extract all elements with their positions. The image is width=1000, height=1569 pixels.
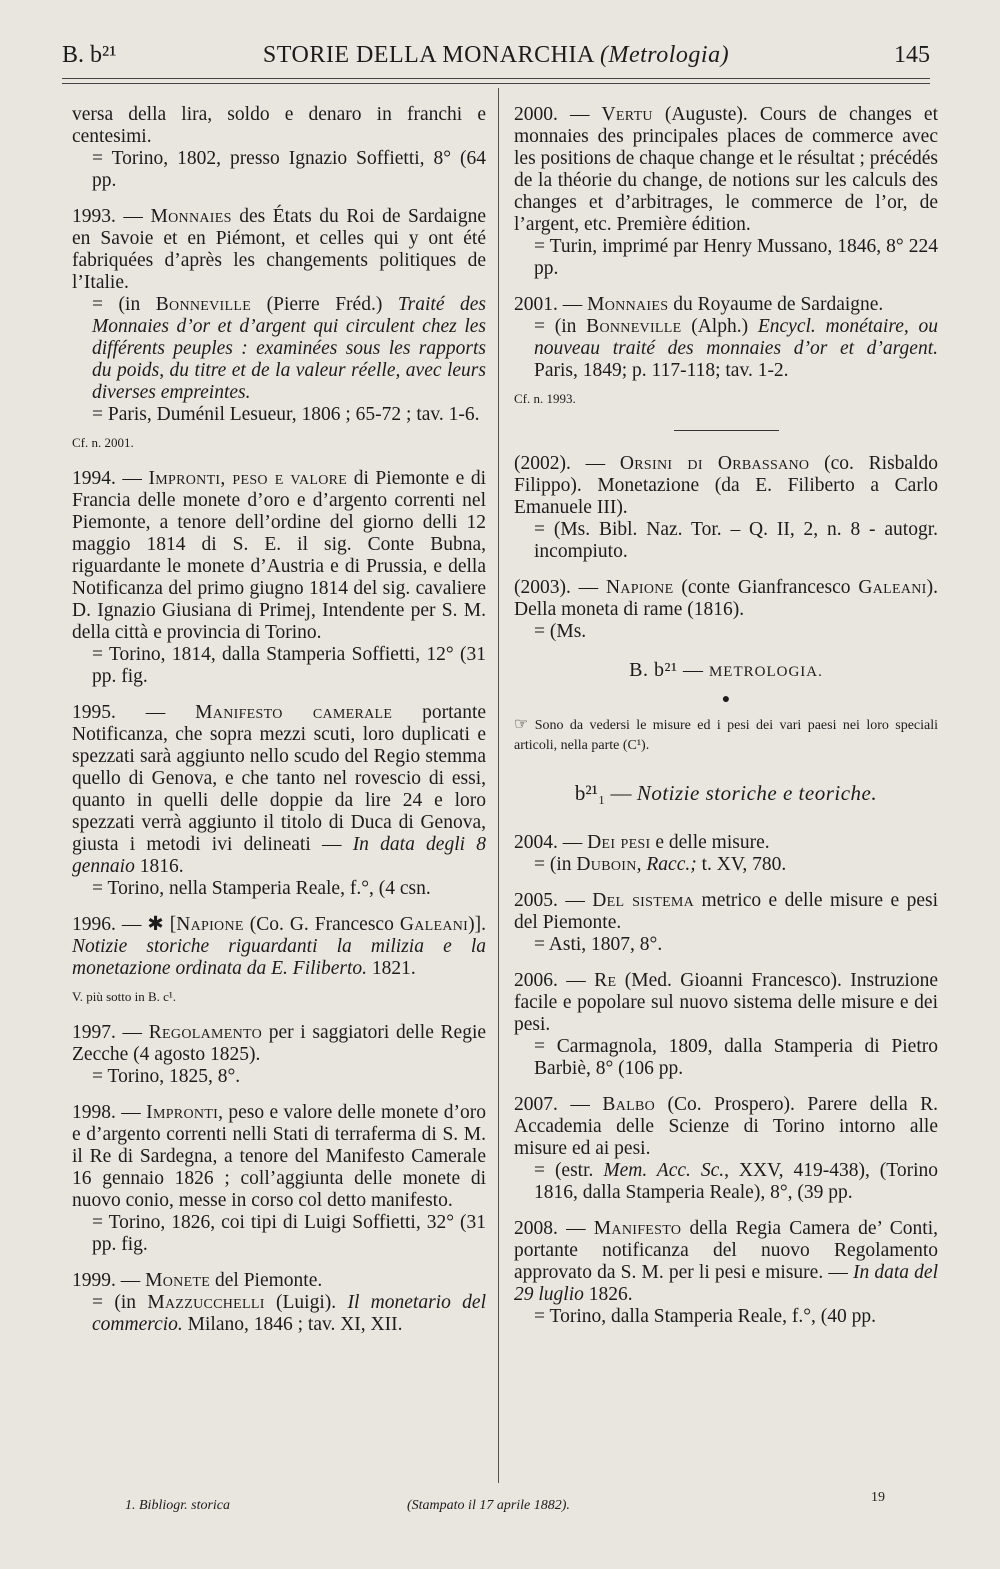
bibliography-entry [514,104,938,280]
entry-text: , peso e valore delle monete d’oro e d’argento correnti nelli Stati di terraferma di S. M. il Re di Sardegna, a tenore del Manifesto Camerale 16 gennaio 1826 ; coll’aggiunta delle monete di nuovo conio, messe in corso col detto manifesto. [72,1102,486,1211]
source-text: (Luigi). [264,1292,348,1313]
page-title-main: STORIE DELLA MONARCHIA [262,42,594,68]
entry-text: 1996. — ✱ [ [72,914,177,935]
entry-italic: Notizie storiche riguardanti la milizia e la monetazione ordinata da E. Filiberto. [72,936,486,979]
entry-text: 2006. — [514,970,595,991]
page-title [62,42,930,69]
entry-body [514,970,938,1036]
entry-body [72,702,486,878]
entry-text: (2002). — [514,453,620,474]
entry-smallcaps: Manifesto camerale [195,702,393,723]
bibliography-entry [72,1022,486,1088]
entry-smallcaps: Del sistema [592,890,695,911]
entry-text: per i saggiatori delle Regie Zecche (4 agosto 1825). [72,1022,487,1065]
entry-imprint: = (Ms. Bibl. Naz. Tor. – Q. II, 2, n. 8 - autogr. incompiuto. [534,519,938,562]
entry-imprint: = Turin, imprimé par Henry Mussano, 1846, 8° 224 pp. [534,236,938,279]
entry-text: 2004. — [514,832,588,853]
entry-body [514,1094,938,1160]
bibliography-entry [514,453,938,563]
entry-smallcaps: Vertu [601,104,653,125]
entry-smallcaps: Napione [176,914,244,935]
entry-text: (Co. G. Francesco [243,914,400,935]
subsection-heading [514,782,938,804]
entry-body [72,104,486,148]
entry-body [72,914,486,980]
entry-imprint: = Carmagnola, 1809, dalla Stamperia di Pietro Barbiè, 8° (106 pp. [534,1036,938,1079]
entry-text: 1821. [367,958,416,979]
entry-smallcaps: Dei pesi [587,832,651,853]
entry-cross-reference: Cf. n. 2001. [72,435,134,450]
entry-imprint: = Torino, nella Stamperia Reale, f.°, (4 csn. [92,878,431,899]
source-italic: Racc.; [646,854,697,875]
entry-imprint: = Torino, 1814, dalla Stamperia Soffietti, 12° (31 pp. fig. [92,644,486,687]
entry-text: 1993. — [72,206,151,227]
entry-imprint: = Torino, 1802, presso Ignazio Soffietti, 8° (64 pp. [92,148,486,191]
entries-right-b [514,453,938,643]
entry-text: portante Notificanza, che sopra mezzi scuti, loro duplicati e spezzati sarà aggiunto nello scudo del Regio stemma quello di Genova, e che tanto nel rovescio di essi, quanto in quelli delle doppie da lire 24 e loro spezzati verrà aggiunto il titolo di Duca di Genova, giusta i metodi ivi delineati — [72,702,487,855]
bibliography-entry [514,970,938,1080]
entry-text: 1995. — [72,702,196,723]
cross-reference-text: Sono da vedersi le misure ed i pesi dei vari paesi nei loro speciali articoli, nella parte (C¹). [514,718,939,753]
entry-smallcaps: Orsini di Orbassano [619,453,810,474]
bibliography-entry [72,914,486,1008]
entry-imprint: = Asti, 1807, 8°. [534,934,663,955]
entry-smallcaps: Galeani [858,577,927,598]
bibliography-entry [72,468,486,688]
entry-text: 2007. — [514,1094,603,1115]
bibliography-entry [514,294,938,410]
sheet-number: 19 [871,1490,885,1505]
source-text: = (in [534,316,587,337]
source-smallcaps: Bonneville [155,294,252,315]
entry-source [72,294,486,404]
source-italic: Mem. Acc. Sc. [603,1160,725,1181]
left-column [72,104,486,1350]
source-text: = (in [534,854,577,875]
bibliography-entry [72,1270,486,1336]
entries-right-a [514,104,938,410]
entry-smallcaps: Napione [606,577,674,598]
entry-text: 1994. — [72,468,149,489]
source-text: = (in [92,294,156,315]
entry-body [514,832,938,854]
page-title-sub: (Metrologia) [599,42,730,68]
bibliography-entry [514,1094,938,1204]
entry-body [72,468,486,644]
entry-text: 2000. — [514,104,602,125]
bibliography-entry [514,832,938,876]
subsection-prefix: b²¹₁ — [574,781,632,805]
entry-imprint: = Torino, 1826, coi tipi di Luigi Soffietti, 32° (31 pp. fig. [92,1212,486,1255]
source-italic: Il monetario del commercio. [92,1292,486,1335]
entry-text: 1826. [583,1284,633,1305]
section-separator [674,430,779,431]
entry-smallcaps: Regolamento [148,1022,263,1043]
entry-body [514,104,938,236]
section-heading-prefix: B. b²¹ — [629,659,704,681]
entry-smallcaps: Manifesto [593,1218,682,1239]
entry-imprint: = (Ms. [534,621,587,642]
entry-text: di Piemonte e di Francia delle monete d’oro e d’argento correnti nel Piemonte, a tenore dell’ordine del giorno delli 12 maggio 1814 di S. E. il sig. Conte Bubna, riguardante le monete d’Austria e di Prussia, e della Notificanza del primo giugno 1814 del sig. cavaliere D. Ignazio Giusiana di Primej, Intendente per S. M. della città e provincia di Torino. [72,468,487,643]
entry-smallcaps: Re [594,970,617,991]
cross-reference-note [514,715,938,756]
pointing-hand-icon: ☞ [514,716,529,733]
entry-cross-reference: V. più sotto in B. c¹. [72,989,177,1004]
page-number: 145 [894,42,930,68]
source-text: Paris, 1849; p. 117-118; tav. 1-2. [534,360,789,381]
entry-text: 1816. [134,856,184,877]
source-italic: Traité des Monnaies d’or et d’argent qui circulent chez les différents peuples : examinées sous les rapports du poids, du titre et de la valeur réelle, avec leurs diverses empreintes. [92,294,487,403]
entry-smallcaps: Monnaies [150,206,232,227]
entry-text: 2008. — [514,1218,594,1239]
entry-body [72,1102,486,1212]
entry-body [514,294,938,316]
entry-imprint: = Torino, 1825, 8°. [92,1066,241,1087]
printing-date-note: (Stampato il 17 aprile 1882). [407,1498,570,1513]
entry-imprint: = Torino, dalla Stamperia Reale, f.°, (40 pp. [534,1306,876,1327]
entry-source [514,316,938,382]
right-column [514,104,938,1342]
entry-body [72,206,486,294]
entry-body [72,1022,486,1066]
entry-smallcaps: Monnaies [587,294,669,315]
entry-text: metrico e delle misure e pesi del Piemonte. [514,890,938,933]
entry-source [514,854,938,876]
entry-cross-reference: Cf. n. 1993. [514,391,576,406]
entry-body [514,453,938,519]
entry-body [514,577,938,621]
signature-mark: 1. Bibliogr. storica [125,1498,231,1513]
entry-text: (Med. Gioanni Francesco). Instruzione facile e popolare sul nuovo sistema delle misure e dei pesi. [514,970,938,1035]
source-text: = (in [92,1292,148,1313]
entry-text: (Co. Prospero). Parere della R. Accademia delle Scienze di Torino intorno alle misure ed ai pesi. [514,1094,938,1159]
source-text: , XXV, 419-438), (Torino 1816, dalla Stamperia Reale), 8°, (39 pp. [534,1160,938,1203]
running-head [62,42,930,78]
entries-right-c [514,832,938,1328]
entry-body [514,1218,938,1306]
entry-smallcaps: Impronti, peso e valore [148,468,348,489]
source-text: Milano, 1846 ; tav. XI, XII. [182,1314,403,1335]
entries-left [72,104,486,1336]
entry-text: della Regia Camera de’ Conti, portante notificanza del nuovo Regolamento approvato da S. M. per li pesi e misure. — [514,1218,938,1283]
entry-italic: In data del 29 luglio [514,1262,939,1305]
source-text: (Pierre Fréd.) [251,294,398,315]
entry-text: (co. Risbaldo Filippo). Monetazione (da E. Filiberto a Carlo Emanuele III). [514,453,938,518]
entry-source [514,1160,938,1204]
subsection-label: Notizie storiche e teoriche. [636,781,878,805]
bibliography-entry [514,1218,938,1328]
entry-text: (2003). — [514,577,607,598]
entry-text: (conte Gianfrancesco [673,577,859,598]
entry-text: 2001. — [514,294,588,315]
bibliography-entry [72,702,486,900]
source-smallcaps: Duboin [576,854,637,875]
entry-imprint: = Paris, Duménil Lesueur, 1806 ; 65-72 ; tav. 1-6. [92,404,480,425]
entry-body [514,890,938,934]
entry-smallcaps: Balbo [602,1094,656,1115]
entry-text: 2005. — [514,890,593,911]
bibliography-entry [72,104,486,192]
column-divider [498,88,499,1483]
entry-text: du Royaume de Sardaigne. [668,294,884,315]
source-smallcaps: Bonneville [586,316,682,337]
bullet-icon: ● [721,692,731,707]
source-text: , [636,854,647,875]
entry-text: 1998. — [72,1102,147,1123]
section-heading [514,659,938,683]
section-heading-label: METROLOGIA. [708,664,823,680]
entry-smallcaps: Impronti [146,1102,219,1123]
source-text: t. XV, 780. [696,854,787,875]
entry-text: (Auguste). Cours de changes et monnaies des principales places de commerce avec les positions de chaque change et le résultat ; précédés de la théorie du change, de notions sur les calculs des changes et d’arbitrages, le commerce de l’or, de l’argent, etc. Première édition. [514,104,938,235]
entry-text: versa della lira, soldo e denaro in franchi e centesimi. [72,104,486,147]
entry-text: del Piemonte. [210,1270,323,1291]
header-rule-thin [62,83,930,84]
bibliography-entry [72,1102,486,1256]
source-smallcaps: Mazzucchelli [147,1292,265,1313]
entry-text: )]. [468,914,486,935]
entry-body [72,1270,486,1292]
header-rule [62,78,930,79]
bibliography-entry [514,890,938,956]
bibliography-entry [72,206,486,454]
entry-smallcaps: Monete [145,1270,211,1291]
entry-text: 1997. — [72,1022,149,1043]
entry-text: ). Della moneta di rame (1816). [514,577,938,620]
entry-text: des États du Roi de Sardaigne en Savoie et en Piémont, et celles qui y ont été fabriquées d’après les changements politiques de l’Italie. [72,206,486,293]
entry-smallcaps: Galeani [399,914,469,935]
bibliography-entry [514,577,938,643]
source-text: (Alph.) [681,316,758,337]
source-text: = (estr. [534,1160,604,1181]
entry-italic: In data degli 8 gennaio [72,834,486,877]
entry-text: 1999. — [72,1270,146,1291]
entry-text: e delle misure. [650,832,770,853]
section-mark: B. b²¹ [62,42,117,68]
entry-source [72,1292,486,1336]
source-italic: Encycl. monétaire, ou nouveau traité des monnaies d’or et d’argent. [534,316,938,359]
